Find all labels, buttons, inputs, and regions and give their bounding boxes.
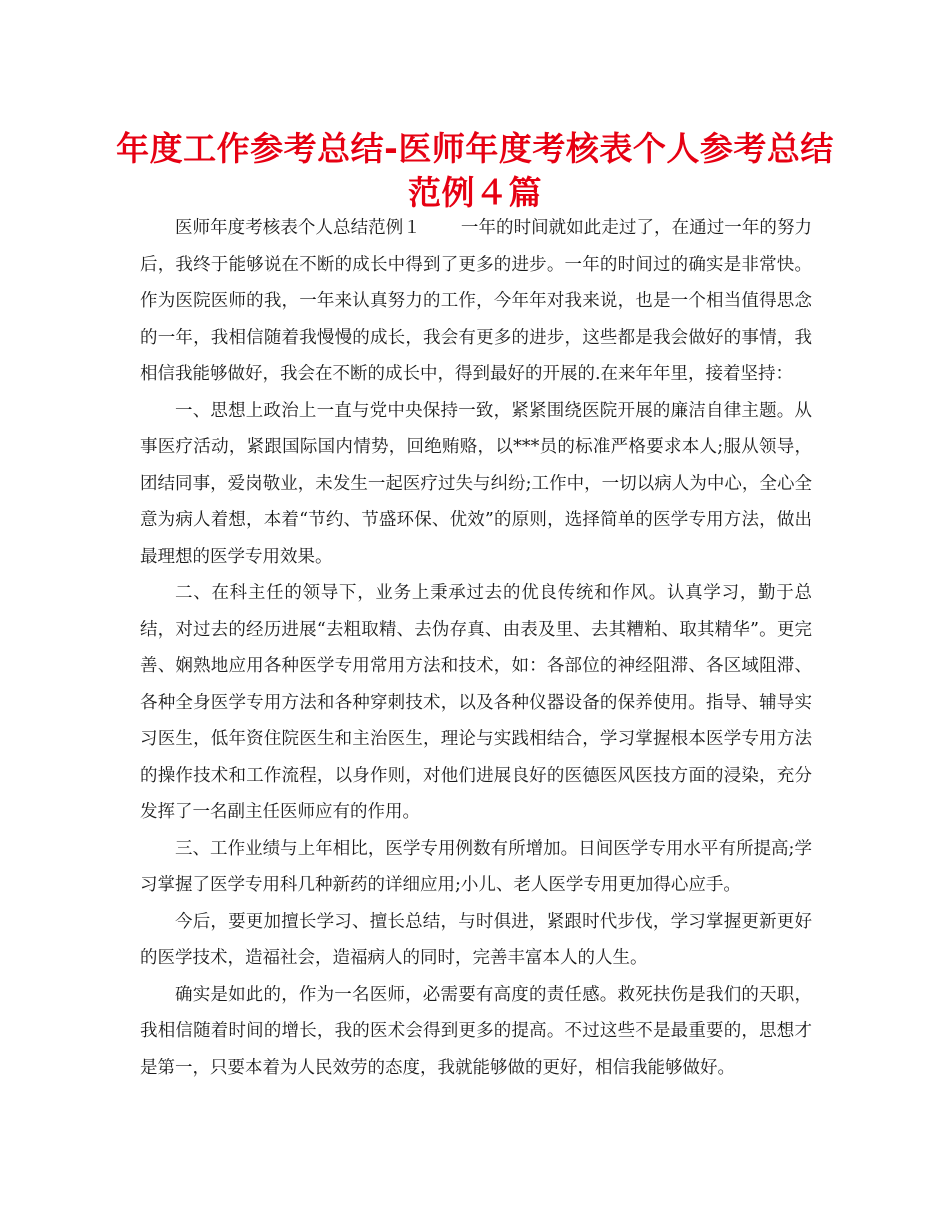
paragraph-intro	[140, 210, 812, 393]
paragraph: 一、思想上政治上一直与党中央保持一致，紧紧围绕医院开展的廉洁自律主题。从事医疗活动，紧跟国际国内情势，回绝贿赂，以***员的标准严格要求本人;服从领导，团结同事，爱岗敬业，未发生一起医疗过失与纠纷;工作中，一切以病人为中心，全心全意为病人着想，本着“节约、节盛环保、优效”的原则，选择简单的医学专用方法，做出最理想的医学专用效果。	[140, 400, 812, 567]
paragraph: 三、工作业绩与上年相比，医学专用例数有所增加。日间医学专用水平有所提高;学习掌握了医学专用科几种新药的详细应用;小儿、老人医学专用更加得心应手。	[140, 838, 812, 895]
document-title-line-2: 范例４篇	[408, 173, 542, 212]
paragraph: 今后，要更加擅长学习、擅长总结，与时俱进，紧跟时代步伐，学习掌握更新更好的医学技术，造福社会，造福病人的同时，完善丰富本人的人生。	[140, 911, 812, 968]
paragraph: 二、在科主任的领导下，业务上秉承过去的优良传统和作风。认真学习，勤于总结，对过去的经历进展“去粗取精、去伪存真、由表及里、去其糟粕、取其精华”。更完善、娴熟地应用各种医学专用常用方法和技术，如：各部位的神经阻滞、各区域阻滞、各种全身医学专用方法和各种穿刺技术，以及各种仪器设备的保养使用。指导、辅导实习医生，低年资住院医生和主治医生，理论与实践相结合，学习掌握根本医学专用方法的操作技术和工作流程，以身作则，对他们进展良好的医德医风医技方面的浸染，充分发挥了一名副主任医师应有的作用。	[140, 583, 812, 822]
document-title-line-1: 年度工作参考总结-医师年度考核表个人参考总结	[116, 129, 834, 168]
paragraph: 确实是如此的，作为一名医师，必需要有高度的责任感。救死扶伤是我们的天职，我相信随着时间的增长，我的医术会得到更多的提高。不过这些不是最重要的，思想才是第一，只要本着为人民效劳的态度，我就能够做的更好，相信我能够做好。	[140, 984, 812, 1078]
intro-heading: 医师年度考核表个人总结范例１	[175, 218, 421, 238]
paragraph-text: 一年的时间就如此走过了，在通过一年的努力后，我终于能够说在不断的成长中得到了更多的进步。一年的时间过的确实是非常快。作为医院医师的我，一年来认真努力的工作，今年年对我来说，也是一个相当值得思念的一年，我相信随着我慢慢的成长，我会有更多的进步，这些都是我会做好的事情，我相信我能够做好，我会在不断的成长中，得到最好的开展的.在来年年里，接着坚持：	[140, 218, 813, 384]
document-body	[140, 210, 812, 1086]
